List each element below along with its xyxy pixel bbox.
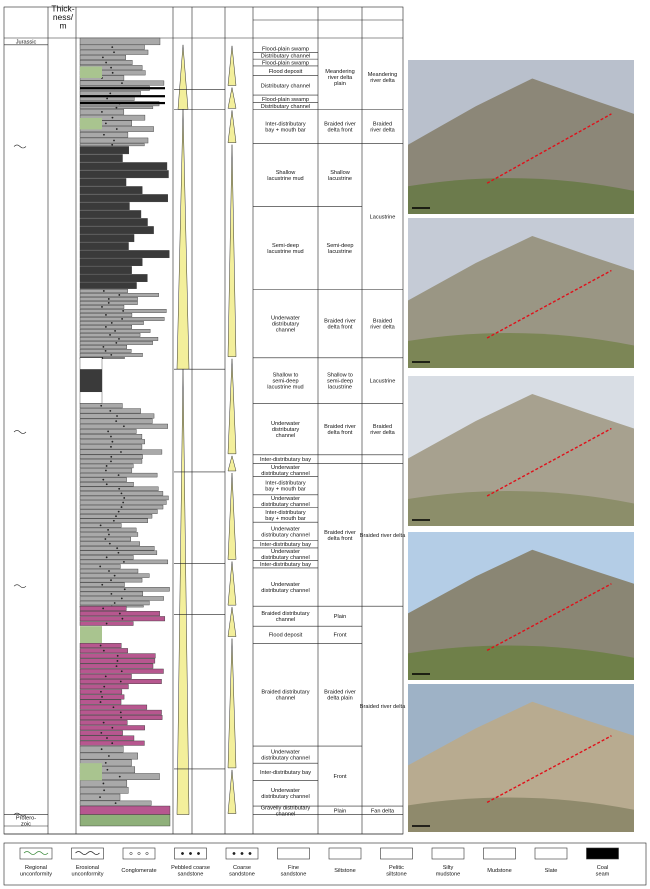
grain-dot <box>115 802 117 804</box>
subfacies-cell: Plain <box>333 808 347 815</box>
grain-dot <box>114 602 116 604</box>
grain-dot <box>112 117 114 119</box>
grain-dot <box>121 82 123 84</box>
tertiary-sequence-triangle <box>228 473 236 560</box>
subfacies-cell: Meandering river delta plain <box>325 69 355 88</box>
grain-dot <box>101 696 103 698</box>
grain-dot <box>106 556 108 558</box>
silty-mudstone-icon <box>432 848 464 859</box>
pattern-grain <box>181 852 183 854</box>
subfacies-cell: Braided river delta front <box>324 121 356 134</box>
legend-label: Siltstone <box>334 868 356 874</box>
legend-item <box>432 848 464 877</box>
grain-dot <box>117 660 119 662</box>
microfacies-cell: Underwater distributary channel <box>261 749 310 762</box>
legend-label: Pebbled coarse sandstone <box>171 864 210 878</box>
lithology-bed <box>80 282 137 288</box>
grain-dot <box>103 722 105 724</box>
grain-dot <box>103 789 105 791</box>
microfacies-cell: Braided distributary channel <box>261 611 310 624</box>
microfacies-cell: Gravelly distributary channel <box>260 805 311 818</box>
legend-label: Conglomerate <box>121 868 157 874</box>
legend-label: Fine sandstone <box>280 864 307 878</box>
lithology-bed <box>80 218 148 225</box>
conglomerate-icon <box>123 848 155 859</box>
grain-dot <box>103 290 105 292</box>
subfacies-cell: Braided river delta plain <box>324 689 356 702</box>
lithology-bed <box>80 250 169 257</box>
secondary-sequence-triangle <box>177 109 189 369</box>
grain-dot <box>123 497 125 499</box>
microfacies-cell: Underwater distributary channel <box>261 788 310 801</box>
grain-dot <box>101 748 103 750</box>
microfacies-cell: Inter-distributary bay <box>260 457 311 464</box>
microfacies-cell: Flood-plain swamp <box>262 46 309 53</box>
microfacies-cell: Semi-deep lacustrine mud <box>267 242 304 255</box>
grain-dot <box>123 425 125 427</box>
grain-dot <box>118 552 120 554</box>
legend-label: Coal seam <box>595 864 610 878</box>
grain-dot <box>107 769 109 771</box>
subfacies-cell: Semi-deep lacustrine <box>326 242 354 255</box>
grain-dot <box>120 717 122 719</box>
lithology-bed <box>80 162 167 169</box>
grain-dot <box>113 706 115 708</box>
grain-dot <box>102 479 104 481</box>
unconformity-mark <box>14 585 26 588</box>
grain-dot <box>108 570 110 572</box>
grain-dot <box>121 318 123 320</box>
tertiary-sequence-triangle <box>228 359 236 454</box>
grain-dot <box>111 441 113 443</box>
grain-dot <box>109 410 111 412</box>
facies-cell: Braided river delta <box>370 121 395 134</box>
grain-dot <box>106 737 108 739</box>
microfacies-cell: Underwater distributary channel <box>261 582 310 595</box>
grain-dot <box>121 670 123 672</box>
grain-dot <box>110 446 112 448</box>
grain-dot <box>101 111 103 113</box>
microfacies-cell: Underwater distributary channel <box>261 496 310 509</box>
microfacies-cell: Inter-distributary bay + mouth bar <box>265 480 306 493</box>
tertiary-sequence-triangle <box>228 770 236 814</box>
microfacies-cell: Distributary channel <box>260 53 311 60</box>
grain-dot <box>99 566 101 568</box>
subfacies-cell: Shallow to semi-deep lacustrine <box>326 372 354 391</box>
legend-item <box>484 848 516 874</box>
legend-label: Mudstone <box>487 868 512 874</box>
grain-dot <box>115 420 117 422</box>
lithology-bed <box>80 626 102 643</box>
lithology-bed <box>80 763 102 780</box>
grain-dot <box>118 294 120 296</box>
system-label: Protero-zoic <box>15 815 37 828</box>
grain-dot <box>106 623 108 625</box>
tertiary-sequence-triangle <box>228 46 236 86</box>
legend-item <box>329 848 361 874</box>
unconformity-mark <box>14 145 26 148</box>
grain-dot <box>116 547 118 549</box>
lithology-bed <box>80 806 170 815</box>
lithology-bed <box>80 202 129 209</box>
lithology-bed <box>80 38 160 45</box>
legend <box>4 843 646 885</box>
grain-dot <box>110 460 112 462</box>
grain-dot <box>107 529 109 531</box>
grain-dot <box>109 334 111 336</box>
microfacies-cell: Inter-distributary bay + mouth bar <box>265 121 306 134</box>
grain-dot <box>113 520 115 522</box>
microfacies-cell: Distributary channel <box>260 83 311 90</box>
mudstone-icon <box>484 848 516 859</box>
subfacies-cell: Braided river delta front <box>324 318 356 331</box>
grain-dot <box>115 342 117 344</box>
grain-dot <box>102 57 104 59</box>
grain-dot <box>120 451 122 453</box>
pelitic-siltstone-icon <box>381 848 413 859</box>
grain-dot <box>108 534 110 536</box>
legend-item <box>121 848 156 874</box>
grain-dot <box>105 314 107 316</box>
lithology-bed <box>80 266 132 273</box>
grain-dot <box>112 72 114 74</box>
grain-dot <box>101 306 103 308</box>
grain-dot <box>99 796 101 798</box>
grain-dot <box>116 415 118 417</box>
grain-dot <box>105 62 107 64</box>
legend-label: Slate <box>544 868 558 874</box>
grain-dot <box>113 140 115 142</box>
grain-dot <box>121 598 123 600</box>
grain-dot <box>105 122 107 124</box>
facies-cell: Fan delta <box>370 808 395 815</box>
grain-dot <box>113 51 115 53</box>
grain-dot <box>123 561 125 563</box>
legend-item <box>381 848 413 877</box>
grain-dot <box>111 322 113 324</box>
pattern-grain <box>249 852 251 854</box>
tertiary-sequence-triangle <box>228 607 236 636</box>
grain-dot <box>116 665 118 667</box>
microfacies-cell: Shallow to semi-deep lacustrine mud <box>267 372 304 391</box>
grain-dot <box>100 732 102 734</box>
microfacies-cell: Flood deposit <box>268 68 303 75</box>
legend-label: Regional unconformity <box>19 864 53 878</box>
outcrop-photo <box>408 532 634 680</box>
grain-dot <box>101 584 103 586</box>
grain-dot <box>120 681 122 683</box>
grain-dot <box>100 645 102 647</box>
coal-seam <box>80 95 165 97</box>
grain-dot <box>109 543 111 545</box>
legend-item <box>71 848 103 877</box>
lithology-bed <box>80 170 168 177</box>
grain-dot <box>106 98 108 100</box>
lithology-bed <box>80 242 129 249</box>
grain-dot <box>110 354 112 356</box>
grain-dot <box>116 107 118 109</box>
grain-dot <box>100 405 102 407</box>
subfacies-cell: Braided river delta front <box>324 424 356 437</box>
grain-dot <box>100 701 102 703</box>
grain-dot <box>103 783 105 785</box>
facies-cell: Lacustrine <box>369 214 396 221</box>
lithologic-section <box>80 38 170 826</box>
grain-dot <box>106 483 108 485</box>
outcrop-photo <box>408 218 634 368</box>
lithology-bed <box>80 369 102 392</box>
secondary-sequence-triangle <box>177 369 189 814</box>
pattern-grain <box>241 852 243 854</box>
grain-dot <box>110 456 112 458</box>
lithology-bed <box>80 258 142 265</box>
facies-cell: Braided river delta <box>370 424 395 437</box>
legend-label: Coarse sandstone <box>229 864 255 878</box>
grain-dot <box>111 727 113 729</box>
sequence-columns <box>174 45 236 815</box>
grain-dot <box>111 593 113 595</box>
grain-dot <box>108 755 110 757</box>
outcrop-photo <box>408 376 634 526</box>
outcrop-photos <box>408 60 634 832</box>
legend-item <box>226 848 258 877</box>
microfacies-cell: Braided distributary channel <box>261 689 310 702</box>
grain-dot <box>118 511 120 513</box>
grain-dot <box>105 675 107 677</box>
coal-seam-icon <box>587 848 619 859</box>
tertiary-sequence-triangle <box>228 639 236 768</box>
system-label: Jurassic <box>15 39 37 46</box>
siltstone-icon <box>329 848 361 859</box>
lithology-bed <box>80 210 141 217</box>
grain-dot <box>119 613 121 615</box>
lithology-bed <box>80 226 154 233</box>
legend-label: Pelitic siltstone <box>386 864 407 878</box>
microfacies-cell: Underwater distributary channel <box>271 315 300 334</box>
microfacies-cell: Inter-distributary bay <box>260 542 311 549</box>
grain-dot <box>103 134 105 136</box>
microfacies-cell: Shallow lacustrine mud <box>267 170 304 183</box>
outcrop-photo <box>408 684 634 832</box>
legend-item <box>535 848 567 874</box>
legend-item <box>587 848 619 877</box>
grain-dot <box>111 742 113 744</box>
coal-seam <box>80 87 165 89</box>
outcrop-photo <box>408 60 634 214</box>
pattern-grain <box>189 852 191 854</box>
grain-dot <box>122 618 124 620</box>
grain-dot <box>105 470 107 472</box>
microfacies-cell: Underwater distributary channel <box>261 526 310 539</box>
microfacies-cell: Inter-distributary bay + mouth bar <box>265 509 306 522</box>
grain-dot <box>103 686 105 688</box>
secondary-sequence-triangle <box>178 45 188 110</box>
facies-cell: Braided river delta <box>370 318 395 331</box>
unconformity-mark <box>14 431 26 434</box>
slate-basement <box>80 815 170 826</box>
coal-seam <box>80 102 165 104</box>
subfacies-cell: Plain <box>333 614 347 621</box>
grain-dot <box>118 338 120 340</box>
microfacies-cell: Underwater distributary channel <box>261 464 310 477</box>
grain-dot <box>120 711 122 713</box>
lithology-bed <box>80 67 102 78</box>
grain-dot <box>110 436 112 438</box>
microfacies-cell: Underwater distributary channel <box>271 421 300 440</box>
grain-dot <box>102 608 104 610</box>
thickness-header: Thick-ness/ m <box>51 3 75 31</box>
grain-dot <box>111 144 113 146</box>
grain-dot <box>118 474 120 476</box>
fine-sandstone-icon <box>278 848 310 859</box>
grain-dot <box>110 579 112 581</box>
microfacies-cell: Flood-plain swamp <box>262 96 309 103</box>
grain-dot <box>100 524 102 526</box>
legend-label: Silty mudstone <box>435 864 461 878</box>
grain-dot <box>103 346 105 348</box>
grain-dot <box>122 310 124 312</box>
legend-item <box>20 848 52 877</box>
tertiary-sequence-triangle <box>228 456 236 471</box>
grain-dot <box>108 298 110 300</box>
grain-dot <box>119 776 121 778</box>
grain-dot <box>110 67 112 69</box>
grain-dot <box>105 350 107 352</box>
grain-dot <box>114 330 116 332</box>
subfacies-cell: Front <box>333 632 347 639</box>
facies-cell: Lacustrine <box>369 378 396 385</box>
grain-dot <box>103 650 105 652</box>
grain-dot <box>107 431 109 433</box>
grain-dot <box>124 588 126 590</box>
grain-dot <box>106 465 108 467</box>
tertiary-sequence-triangle <box>228 145 236 357</box>
lithology-bed <box>80 194 168 201</box>
grain-dot <box>118 488 120 490</box>
grain-dot <box>116 128 118 130</box>
lithology-bed <box>80 234 134 241</box>
subfacies-cell: Braided river delta front <box>324 529 356 542</box>
grain-dot <box>122 502 124 504</box>
grain-dot <box>121 492 123 494</box>
legend-label: Erosional unconformity <box>71 864 104 878</box>
legend-item <box>171 848 210 877</box>
facies-columns <box>253 47 406 818</box>
tertiary-sequence-triangle <box>228 110 236 142</box>
facies-cell: Meandering river delta <box>367 72 398 85</box>
tertiary-sequence-triangle <box>228 561 236 605</box>
grain-dot <box>109 92 111 94</box>
grain-dot <box>114 575 116 577</box>
grain-dot <box>108 302 110 304</box>
slate-icon <box>535 848 567 859</box>
legend-item <box>278 848 310 877</box>
grain-dot <box>111 46 113 48</box>
lithology-bed <box>80 178 126 185</box>
lithology-bed <box>80 118 102 129</box>
grain-dot <box>115 515 117 517</box>
microfacies-cell: Inter-distributary bay <box>260 769 311 776</box>
lithology-bed <box>80 274 147 281</box>
microfacies-cell: Distributary channel <box>260 103 311 110</box>
microfacies-cell: Flood-plain swamp <box>262 60 309 67</box>
grain-dot <box>105 326 107 328</box>
grain-dot <box>105 762 107 764</box>
microfacies-cell: Underwater distributary channel <box>261 549 310 562</box>
facies-cell: Braided river delta <box>359 532 406 539</box>
microfacies-cell: Inter-distributary bay <box>260 562 311 569</box>
microfacies-cell: Flood deposit <box>268 632 303 639</box>
grain-dot <box>104 538 106 540</box>
grain-dot <box>121 506 123 508</box>
pattern-grain <box>233 852 235 854</box>
pattern-grain <box>197 852 199 854</box>
lithology-bed <box>80 186 142 193</box>
tertiary-sequence-triangle <box>228 88 236 109</box>
grain-dot <box>100 691 102 693</box>
subfacies-cell: Shallow lacustrine <box>328 170 352 183</box>
subfacies-cell: Front <box>333 774 347 781</box>
facies-cell: Braided river delta <box>359 704 406 711</box>
lithology-bed <box>80 146 129 153</box>
grain-dot <box>117 655 119 657</box>
lithology-bed <box>80 154 123 161</box>
